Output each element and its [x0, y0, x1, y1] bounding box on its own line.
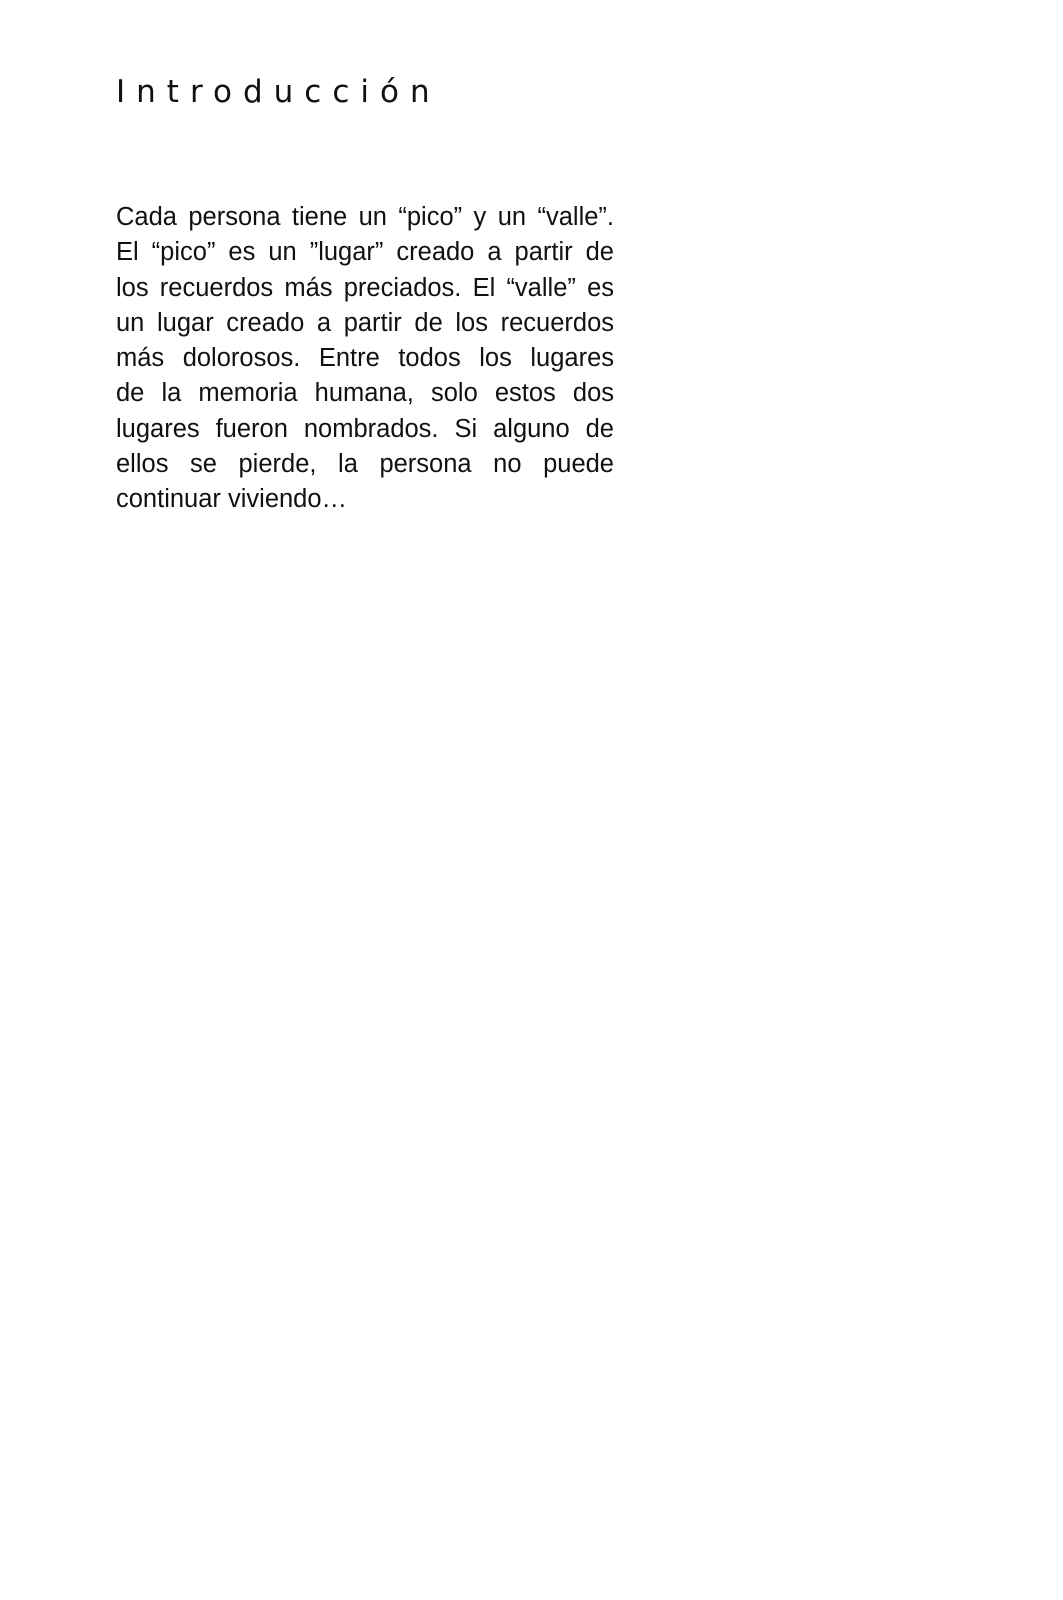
paragraph-line: El “pico” es un ”lugar” creado a partir de — [116, 238, 614, 267]
paragraph-line: lugares fueron nombrados. Si alguno de — [116, 414, 614, 443]
paragraph-line: continuar viviendo… — [116, 485, 348, 514]
paragraph-line: ellos se pierde, la persona no puede — [116, 450, 614, 479]
chapter-title: Introducción — [116, 74, 441, 110]
paragraph-line: más dolorosos. Entre todos los lugares — [116, 344, 614, 373]
introduction-paragraph — [116, 200, 614, 518]
paragraph-line: un lugar creado a partir de los recuerdos — [116, 308, 614, 337]
paragraph-line: Cada persona tiene un “pico” y un “valle”. — [116, 203, 614, 231]
paragraph-line: de la memoria humana, solo estos dos — [116, 379, 614, 408]
paragraph-line: los recuerdos más preciados. El “valle” es — [116, 273, 614, 302]
